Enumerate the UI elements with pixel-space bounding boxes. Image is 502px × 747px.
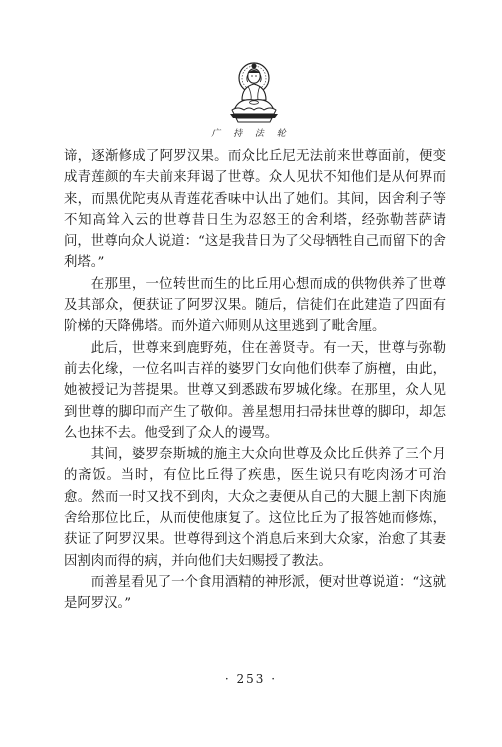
paragraph: 而善星看见了一个食用酒精的神形派，便对世尊说道：“这就是阿罗汉。” [64,574,446,612]
paragraph: 谛，逐渐修成了阿罗汉果。而众比丘尼无法前来世尊面前，便变成青莲颜的车夫前来拜谒了世尊。众人见状不知他们是从何界而来，而黑优陀夷从青莲花香味中认出了她们。其间，因舍利子等不知高耸入云的世尊昔日生为忍怒王的舍利塔，经弥勒菩萨请问，世尊向众人说道：“这是我昔日为了父母牺牲自己而留下的舍利塔。” [64,149,446,271]
body-text [64,146,446,615]
seated-buddha-icon [222,56,286,126]
page-number: · 253 · [224,672,278,686]
running-header: 广 持 法 轮 [211,129,291,139]
paragraph: 此后，世尊来到鹿野苑，住在善贤寺。有一天，世尊与弥勒前去化缘，一位名叫吉祥的婆罗门女向他们供奉了旃檀，由此，她被授记为菩提果。世尊又到悉跋布罗城化缘。在那里，众人见到世尊的脚印而产生了敬仰。善星想用扫帚抹世尊的脚印，却怎么也抹不去。他受到了众人的谩骂。 [64,340,446,441]
paragraph: 其间，婆罗奈斯城的施主大众向世尊及众比丘供养了三个月的斋饭。当时，有位比丘得了疾患，医生说只有吃肉汤才可治愈。然而一时又找不到肉，大众之妻便从自己的大腿上割下肉施舍给那位比丘，从而使他康复了。这位比丘为了报答她而修炼，获证了阿罗汉果。世尊得到这个消息后来到大众家，治愈了其妻因割肉而得的病，并向他们夫妇赐授了教法。 [64,447,446,569]
paragraph: 在那里，一位转世而生的比丘用心想而成的供物供养了世尊及其部众，便获证了阿罗汉果。随后，信徒们在此建造了四面有阶梯的天降佛塔。而外道六师则从这里逃到了毗舍厘。 [64,276,446,335]
